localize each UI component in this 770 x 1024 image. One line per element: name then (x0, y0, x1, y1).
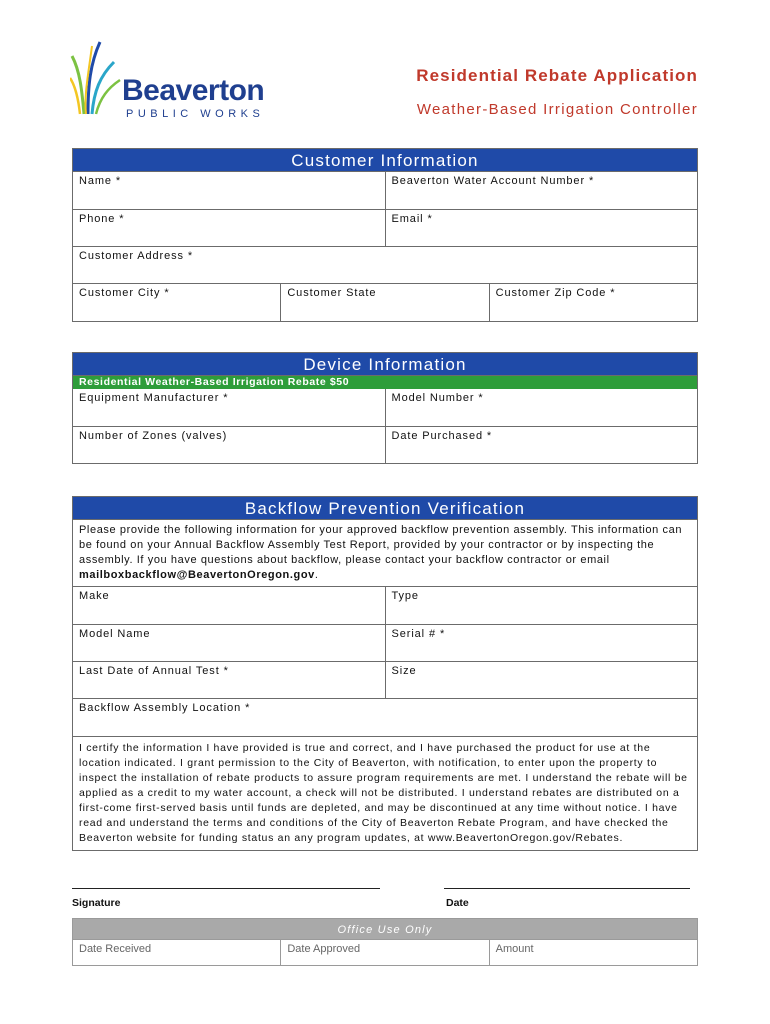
equipment-manufacturer-field[interactable]: Equipment Manufacturer * (79, 392, 229, 404)
type-field[interactable]: Type (385, 587, 698, 624)
application-title: Residential Rebate Application (416, 66, 698, 85)
model-number-field[interactable]: Model Number * (385, 389, 698, 426)
date-received-field: Date Received (79, 943, 152, 955)
email-field[interactable]: Email * (385, 210, 698, 246)
name-field[interactable]: Name * (79, 175, 122, 187)
instructions-text: Please provide the following information for your approved backflow prevention assembly. This information can be found on your Annual Backflow Assembly Test Report, provided by your contractor or by inspecting the assembly. If you have questions about backflow, please contact your backflow contractor or email (79, 524, 683, 566)
backflow-instructions (73, 520, 697, 587)
date-label: Date (446, 897, 469, 909)
account-number-field[interactable]: Beaverton Water Account Number * (385, 172, 698, 209)
backflow-email-link[interactable]: mailboxbackflow@BeavertonOregon.gov (79, 569, 315, 581)
office-use-heading: Office Use Only (73, 919, 697, 939)
last-test-date-field[interactable]: Last Date of Annual Test * (79, 665, 229, 677)
device-information-section (72, 352, 698, 464)
date-approved-field: Date Approved (280, 940, 488, 965)
customer-zip-field[interactable]: Customer Zip Code * (489, 284, 697, 321)
logo-name: Beaverton (122, 74, 265, 107)
customer-information-section (72, 148, 698, 322)
logo-subtitle: PUBLIC WORKS (126, 108, 265, 120)
office-use-section (72, 918, 698, 966)
signature-label: Signature (72, 897, 121, 909)
logo-grass-icon (70, 36, 130, 116)
rebate-amount-bar: Residential Weather-Based Irrigation Rebate $50 (73, 376, 697, 389)
signature-line[interactable] (72, 888, 380, 889)
customer-information-heading: Customer Information (73, 149, 697, 172)
phone-field[interactable]: Phone * (79, 213, 125, 225)
application-subtitle: Weather-Based Irrigation Controller (416, 101, 698, 118)
number-of-zones-field[interactable]: Number of Zones (valves) (79, 430, 228, 442)
amount-field: Amount (489, 940, 697, 965)
backflow-verification-heading: Backflow Prevention Verification (73, 497, 697, 520)
date-purchased-field[interactable]: Date Purchased * (385, 427, 698, 463)
model-name-field[interactable]: Model Name (79, 628, 151, 640)
certification-statement: I certify the information I have provided is true and correct, and I have purchased the product for use at the location indicated. I grant permission to the City of Beaverton, with notification, to enter upon the property to inspect the installation of rebate products to assure program requirements are met. I understand the rebate will be applied as a credit to my water account, a check will not be distributed. I understand rebates are distributed on a first-come first-served basis until funds are depleted, and may be discontinued at any time without notice. I have read and understand the terms and conditions of the City of Beaverton Rebate Program, and have checked the Beaverton website for funding status an any program updates, at www.BeavertonOregon.gov/Rebates. (79, 742, 688, 844)
backflow-verification-section (72, 496, 698, 851)
size-field[interactable]: Size (385, 662, 698, 698)
instructions-end: . (314, 569, 319, 581)
backflow-location-field[interactable]: Backflow Assembly Location * (79, 702, 251, 714)
make-field[interactable]: Make (79, 590, 110, 602)
customer-city-field[interactable]: Customer City * (79, 287, 170, 299)
date-line[interactable] (444, 888, 690, 889)
beaverton-logo (70, 36, 270, 126)
device-information-heading: Device Information (73, 353, 697, 376)
customer-state-field[interactable]: Customer State (280, 284, 488, 321)
serial-number-field[interactable]: Serial # * (385, 625, 698, 661)
customer-address-field[interactable]: Customer Address * (79, 250, 194, 262)
